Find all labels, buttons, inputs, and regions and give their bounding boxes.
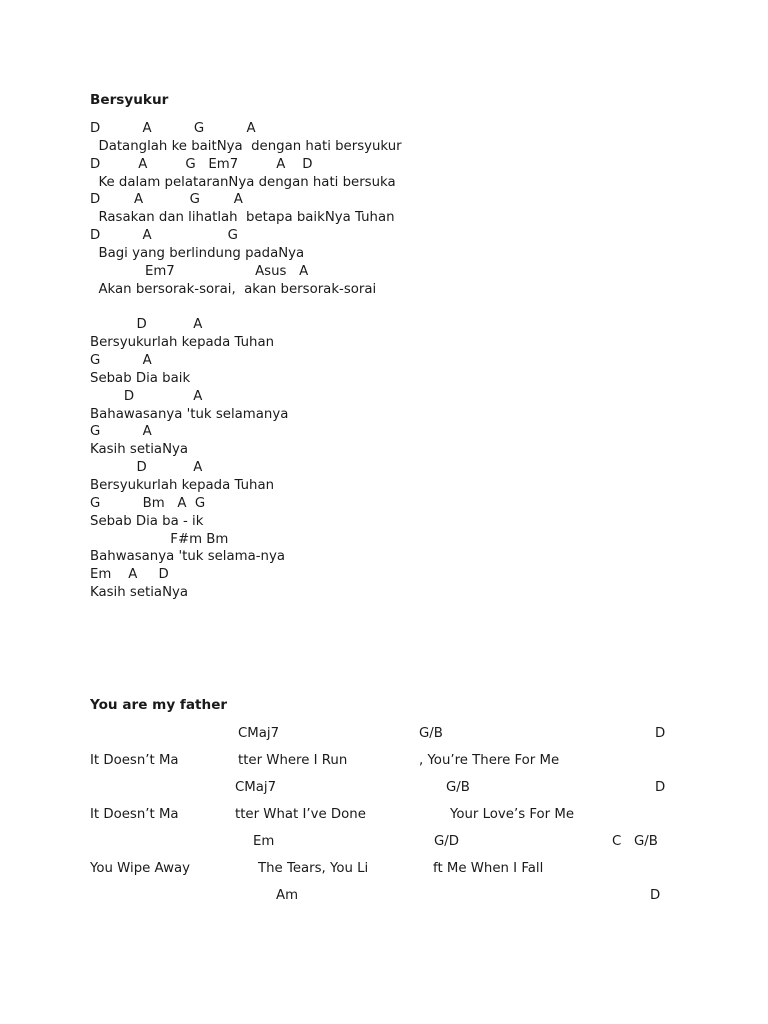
- chord-label: G/B: [446, 780, 470, 795]
- lyric-fragment: The Tears, You Li: [258, 861, 369, 876]
- chord-label: Em: [253, 834, 275, 849]
- lyric-line: Bersyukurlah kepada Tuhan: [90, 478, 275, 493]
- lyric-line: Akan bersorak-sorai, akan bersorak-sorai: [90, 281, 377, 297]
- lyric-line: Datanglah ke baitNya dengan hati bersyukur: [90, 138, 402, 154]
- lyric-line: Bahawasanya 'tuk selamanya: [90, 406, 289, 422]
- lyric-line: Bahwasanya 'tuk selama-nya: [90, 549, 285, 565]
- lyric-line: D A: [90, 460, 203, 476]
- chord-label: D: [655, 726, 666, 741]
- lyric-line: Rasakan dan lihatlah betapa baikNya Tuhan: [90, 210, 395, 226]
- lyric-line: Em A D: [90, 567, 169, 583]
- chord-label: C G/B: [612, 834, 658, 849]
- chord-label: D: [655, 780, 666, 795]
- lyric-line: Sebab Dia baik: [90, 370, 191, 386]
- lyric-fragment: You Wipe Away: [90, 861, 190, 876]
- lyric-line: D A G: [90, 228, 238, 244]
- lyric-line: D A G A: [90, 192, 243, 208]
- chord-label: Am: [276, 888, 299, 903]
- chord-label: CMaj7: [235, 780, 277, 795]
- chord-label: G/B: [419, 726, 443, 741]
- lyric-line: D A G Em7 A D: [90, 156, 313, 172]
- lyric-fragment: ft Me When I Fall: [433, 861, 544, 876]
- song-title-bersyukur: Bersyukur: [90, 92, 169, 108]
- lyric-line: Ke dalam pelataranNya dengan hati bersuka: [90, 174, 396, 190]
- lyric-line: D A: [90, 388, 203, 404]
- lyric-fragment: tter What I’ve Done: [235, 807, 366, 822]
- lyric-line: Sebab Dia ba - ik: [90, 513, 204, 529]
- lyric-fragment: tter Where I Run: [238, 753, 348, 768]
- lyric-line: G Bm A G: [90, 495, 206, 511]
- lyric-line: Kasih setiaNya: [90, 442, 189, 458]
- lyric-line: Bagi yang berlindung padaNya: [90, 245, 305, 261]
- song-title-you-are-my-father: You are my father: [90, 697, 228, 713]
- lyric-fragment: It Doesn’t Ma: [90, 807, 179, 822]
- lyric-line: F#m Bm: [90, 531, 229, 547]
- lyric-line: G A: [90, 424, 152, 440]
- lyric-fragment: It Doesn’t Ma: [90, 753, 179, 768]
- chord-label: G/D: [434, 834, 460, 849]
- lyric-fragment: , You’re There For Me: [419, 753, 560, 768]
- chord-label: D: [650, 888, 661, 903]
- lyric-line: Em7 Asus A: [90, 263, 309, 279]
- lyric-line: D A G A: [90, 121, 256, 136]
- lyric-line: Kasih setiaNya: [90, 585, 189, 601]
- lyric-fragment: Your Love’s For Me: [450, 807, 575, 822]
- chord-label: CMaj7: [238, 726, 280, 741]
- lyric-line: Bersyukurlah kepada Tuhan: [90, 335, 275, 351]
- lyric-line: D A: [90, 317, 203, 333]
- lyric-line: G A: [90, 353, 152, 369]
